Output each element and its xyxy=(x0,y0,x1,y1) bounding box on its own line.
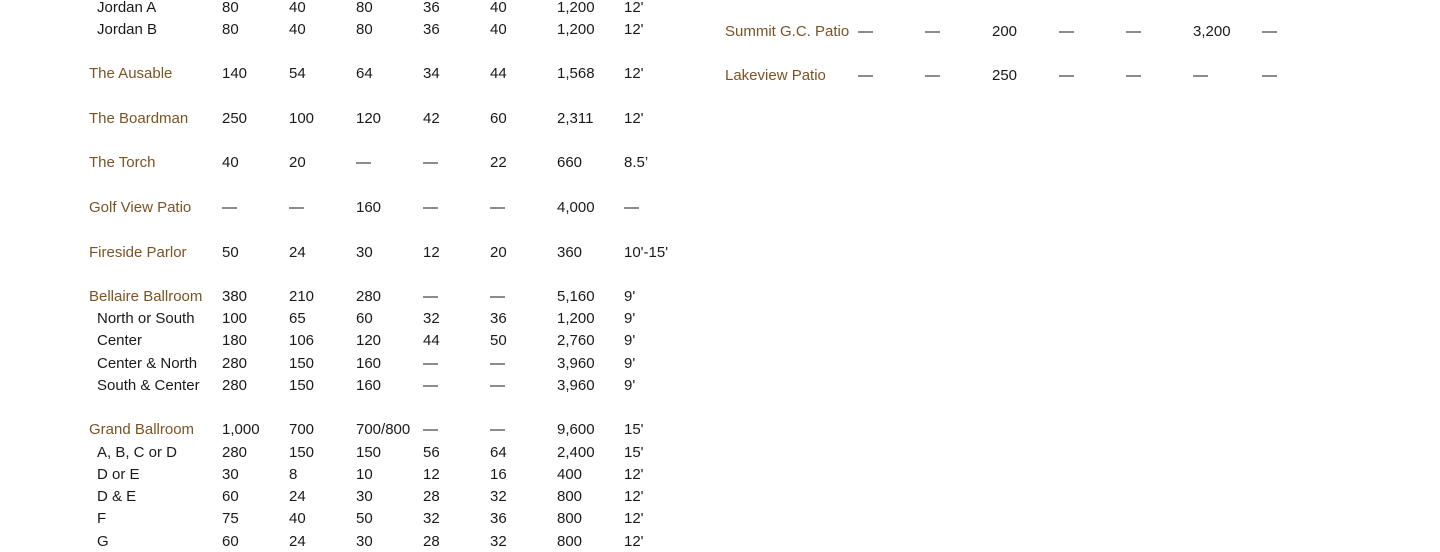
table-cell: 50 xyxy=(356,510,373,527)
table-cell: 9' xyxy=(624,310,636,327)
table-cell: 380 xyxy=(222,288,248,305)
table-cell: 120 xyxy=(356,332,382,349)
table-cell: 4,000 xyxy=(557,199,595,216)
table-cell: — xyxy=(1126,23,1141,40)
table-cell: — xyxy=(490,355,505,372)
table-cell: 24 xyxy=(289,488,306,505)
table-cell: — xyxy=(1126,67,1141,84)
table-cell: 12 xyxy=(423,244,440,261)
sub-room-name: A, B, C or D xyxy=(97,444,178,461)
table-cell: 75 xyxy=(222,510,239,527)
table-cell: 3,200 xyxy=(1193,23,1231,40)
table-cell: 44 xyxy=(423,332,440,349)
table-cell: 660 xyxy=(557,154,583,171)
table-cell: 42 xyxy=(423,110,440,127)
table-cell: 56 xyxy=(423,444,440,461)
venue-name: Fireside Parlor xyxy=(89,244,187,261)
venue-name: Summit G.C. Patio xyxy=(725,23,850,40)
sub-room-name: G xyxy=(97,533,109,550)
table-cell: 150 xyxy=(289,377,315,394)
table-cell: — xyxy=(1059,23,1074,40)
table-cell: 40 xyxy=(222,154,239,171)
table-cell: 100 xyxy=(289,110,315,127)
venue-name: Lakeview Patio xyxy=(725,67,826,84)
table-cell: 160 xyxy=(356,199,382,216)
table-cell: 22 xyxy=(490,154,507,171)
table-cell: 180 xyxy=(222,332,248,349)
venue-name: Bellaire Ballroom xyxy=(89,288,203,305)
table-cell: 12' xyxy=(624,110,644,127)
table-cell: 30 xyxy=(356,533,373,550)
table-cell: 12' xyxy=(624,510,644,527)
table-cell: 800 xyxy=(557,510,583,527)
table-cell: 30 xyxy=(356,244,373,261)
table-cell: 54 xyxy=(289,65,306,82)
table-cell: 30 xyxy=(222,466,239,483)
table-cell: 100 xyxy=(222,310,248,327)
table-cell: 3,960 xyxy=(557,355,595,372)
table-cell: 1,200 xyxy=(557,21,595,38)
table-cell: 3,960 xyxy=(557,377,595,394)
table-cell: 32 xyxy=(490,488,507,505)
table-cell: 36 xyxy=(490,310,507,327)
table-cell: 64 xyxy=(356,65,373,82)
table-cell: 40 xyxy=(289,21,306,38)
table-cell: — xyxy=(490,199,505,216)
table-cell: 36 xyxy=(423,21,440,38)
table-cell: 32 xyxy=(423,510,440,527)
table-cell: 40 xyxy=(490,21,507,38)
table-cell: — xyxy=(423,355,438,372)
table-cell: 800 xyxy=(557,488,583,505)
table-cell: — xyxy=(1262,67,1277,84)
table-cell: 15' xyxy=(624,421,644,438)
table-cell: 28 xyxy=(423,533,440,550)
sub-room-name: F xyxy=(97,510,107,527)
table-cell: 44 xyxy=(490,65,507,82)
table-cell: 150 xyxy=(289,444,315,461)
table-cell: 12' xyxy=(624,488,644,505)
table-cell: 5,160 xyxy=(557,288,595,305)
table-cell: 280 xyxy=(222,377,248,394)
table-cell: — xyxy=(490,288,505,305)
table-cell: 9' xyxy=(624,355,636,372)
table-cell: 24 xyxy=(289,244,306,261)
table-cell: — xyxy=(423,421,438,438)
table-cell: — xyxy=(490,377,505,394)
sub-room-name: D or E xyxy=(97,466,140,483)
table-cell: 9' xyxy=(624,332,636,349)
table-cell: 1,000 xyxy=(222,421,260,438)
table-cell: 28 xyxy=(423,488,440,505)
venue-name: The Ausable xyxy=(89,65,173,82)
table-cell: 12' xyxy=(624,65,644,82)
table-cell: — xyxy=(423,377,438,394)
table-cell: 2,400 xyxy=(557,444,595,461)
table-cell: 24 xyxy=(289,533,306,550)
table-cell: 9' xyxy=(624,377,636,394)
venue-name: Grand Ballroom xyxy=(89,421,195,438)
table-cell: 40 xyxy=(289,0,306,16)
table-cell: — xyxy=(858,23,873,40)
table-cell: — xyxy=(1262,23,1277,40)
sub-room-name: South & Center xyxy=(97,377,200,394)
table-cell: 36 xyxy=(490,510,507,527)
table-cell: 12' xyxy=(624,533,644,550)
table-cell: 12' xyxy=(624,21,644,38)
table-cell: 160 xyxy=(356,377,382,394)
table-cell: 16 xyxy=(490,466,507,483)
table-cell: — xyxy=(423,288,438,305)
table-cell: 15' xyxy=(624,444,644,461)
table-cell: — xyxy=(1193,67,1208,84)
table-cell: 400 xyxy=(557,466,583,483)
table-cell: 800 xyxy=(557,533,583,550)
table-cell: 50 xyxy=(222,244,239,261)
table-cell: 80 xyxy=(222,21,239,38)
table-cell: — xyxy=(356,154,371,171)
table-cell: — xyxy=(423,199,438,216)
table-cell: 50 xyxy=(490,332,507,349)
table-cell: 250 xyxy=(222,110,248,127)
table-cell: 200 xyxy=(992,23,1018,40)
table-cell: 280 xyxy=(222,444,248,461)
table-cell: 65 xyxy=(289,310,306,327)
venue-name: The Boardman xyxy=(89,110,189,127)
table-cell: 1,568 xyxy=(557,65,595,82)
table-cell: — xyxy=(624,199,639,216)
table-cell: 160 xyxy=(356,355,382,372)
table-cell: 32 xyxy=(423,310,440,327)
table-cell: 80 xyxy=(222,0,239,16)
table-cell: 40 xyxy=(289,510,306,527)
table-cell: 60 xyxy=(222,533,239,550)
table-cell: 80 xyxy=(356,21,373,38)
table-cell: — xyxy=(490,421,505,438)
table-cell: 20 xyxy=(490,244,507,261)
table-cell: 1,200 xyxy=(557,0,595,16)
table-cell: 60 xyxy=(490,110,507,127)
table-cell: 34 xyxy=(423,65,440,82)
sub-room-name: Center & North xyxy=(97,355,198,372)
table-cell: 280 xyxy=(356,288,382,305)
table-cell: — xyxy=(289,199,304,216)
table-cell: 120 xyxy=(356,110,382,127)
sub-room-name: North or South xyxy=(97,310,195,327)
table-cell: 12' xyxy=(624,466,644,483)
table-cell: 700/800 xyxy=(356,421,411,438)
table-cell: — xyxy=(1059,67,1074,84)
table-cell: — xyxy=(423,154,438,171)
table-cell: 30 xyxy=(356,488,373,505)
table-cell: 60 xyxy=(222,488,239,505)
table-cell: 1,200 xyxy=(557,310,595,327)
sub-room-name: D & E xyxy=(97,488,137,505)
table-cell: 32 xyxy=(490,533,507,550)
sub-room-name: Jordan A xyxy=(97,0,157,16)
table-cell: 8 xyxy=(289,466,298,483)
table-cell: 210 xyxy=(289,288,315,305)
table-cell: 8.5’ xyxy=(624,154,649,171)
table-cell: 10 xyxy=(356,466,373,483)
table-cell: 2,760 xyxy=(557,332,595,349)
table-cell: 80 xyxy=(356,0,373,16)
table-cell: 250 xyxy=(992,67,1018,84)
table-cell: — xyxy=(222,199,237,216)
venue-name: The Torch xyxy=(89,154,156,171)
table-cell: 360 xyxy=(557,244,583,261)
table-cell: 140 xyxy=(222,65,248,82)
table-cell: — xyxy=(858,67,873,84)
table-cell: 12 xyxy=(423,466,440,483)
table-cell: — xyxy=(925,23,940,40)
table-cell: — xyxy=(925,67,940,84)
table-cell: 106 xyxy=(289,332,315,349)
table-cell: 12' xyxy=(624,0,644,16)
table-cell: 64 xyxy=(490,444,507,461)
table-cell: 9,600 xyxy=(557,421,595,438)
table-cell: 20 xyxy=(289,154,306,171)
table-cell: 700 xyxy=(289,421,315,438)
table-cell: 280 xyxy=(222,355,248,372)
table-cell: 10'-15' xyxy=(624,244,669,261)
table-cell: 2,311 xyxy=(557,110,594,127)
table-cell: 36 xyxy=(423,0,440,16)
venue-name: Golf View Patio xyxy=(89,199,192,216)
table-cell: 40 xyxy=(490,0,507,16)
table-cell: 150 xyxy=(356,444,382,461)
sub-room-name: Jordan B xyxy=(97,21,158,38)
table-cell: 150 xyxy=(289,355,315,372)
table-cell: 60 xyxy=(356,310,373,327)
table-cell: 9' xyxy=(624,288,636,305)
sub-room-name: Center xyxy=(97,332,143,349)
